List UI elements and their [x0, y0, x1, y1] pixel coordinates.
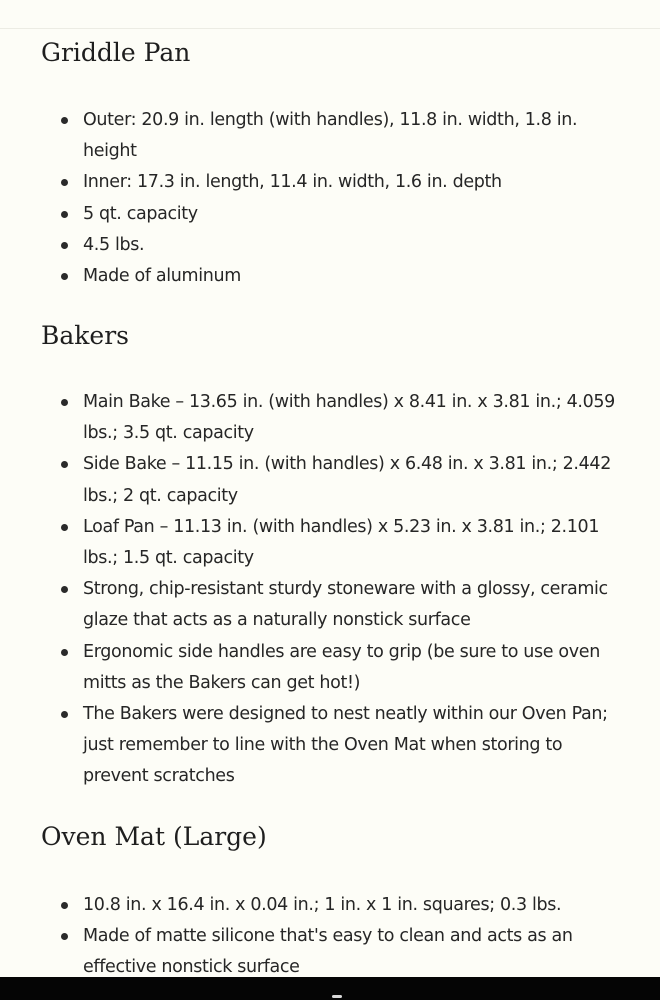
list-item	[0, 261, 660, 292]
griddle-pan-spec-list	[0, 105, 660, 292]
spec-text: 5 qt. capacity	[83, 203, 198, 224]
bullet-icon	[61, 211, 68, 218]
bullet-icon	[61, 179, 68, 186]
bullet-icon	[61, 586, 68, 593]
section-title-griddle-pan: Griddle Pan	[41, 38, 191, 67]
bullet-icon	[61, 399, 68, 406]
spec-text: Made of aluminum	[83, 266, 241, 287]
spec-text: Strong, chip-resistant sturdy stoneware with a glossy, ceramic glaze that acts as a naturally nonstick surface	[83, 579, 608, 631]
bullet-icon	[61, 711, 68, 718]
list-item	[0, 921, 660, 977]
spec-text: Side Bake – 11.15 in. (with handles) x 6.48 in. x 3.81 in.; 2.442 lbs.; 2 qt. capacity	[83, 454, 611, 506]
bullet-icon	[61, 117, 68, 124]
list-item	[0, 449, 660, 511]
spec-text: Ergonomic side handles are easy to grip (be sure to use oven mitts as the Bakers can get hot!)	[83, 641, 600, 693]
list-item	[0, 512, 660, 574]
spec-text: Loaf Pan – 11.13 in. (with handles) x 5.23 in. x 3.81 in.; 2.101 lbs.; 1.5 qt. capacity	[83, 516, 600, 569]
bullet-icon	[61, 933, 68, 940]
system-navigation-bar	[0, 977, 660, 1000]
list-item	[0, 199, 660, 230]
list-item	[0, 890, 660, 921]
bullet-icon	[61, 461, 68, 468]
list-item	[0, 230, 660, 261]
list-item	[0, 699, 660, 793]
spec-text: 4.5 lbs.	[83, 234, 145, 255]
section-title-bakers: Bakers	[41, 321, 130, 350]
list-item	[0, 574, 660, 636]
spec-text: 10.8 in. x 16.4 in. x 0.04 in.; 1 in. x 1 in. squares; 0.3 lbs.	[83, 895, 562, 915]
section-title-oven-mat: Oven Mat (Large)	[41, 822, 267, 851]
list-item	[0, 167, 660, 198]
list-item	[0, 105, 660, 167]
bakers-spec-list	[0, 387, 660, 793]
bullet-icon	[61, 649, 68, 656]
oven-mat-spec-list	[0, 890, 660, 977]
spec-text: Main Bake – 13.65 in. (with handles) x 8.41 in. x 3.81 in.; 4.059 lbs.; 3.5 qt. capacity	[83, 392, 615, 444]
home-handle-icon[interactable]	[332, 995, 342, 998]
bullet-icon	[61, 524, 68, 531]
bullet-icon	[61, 273, 68, 280]
spec-text: Made of matte silicone that's easy to clean and acts as an effective nonstick surface	[83, 926, 573, 977]
bullet-icon	[61, 902, 68, 909]
bullet-icon	[61, 242, 68, 249]
spec-text: Inner: 17.3 in. length, 11.4 in. width, 1.6 in. depth	[83, 172, 502, 193]
list-item	[0, 637, 660, 699]
list-item	[0, 387, 660, 449]
spec-text: The Bakers were designed to nest neatly within our Oven Pan; just remember to line with the Oven Mat when storing to prevent scratches	[83, 704, 608, 787]
spec-text: Outer: 20.9 in. length (with handles), 11.8 in. width, 1.8 in. height	[83, 110, 578, 162]
